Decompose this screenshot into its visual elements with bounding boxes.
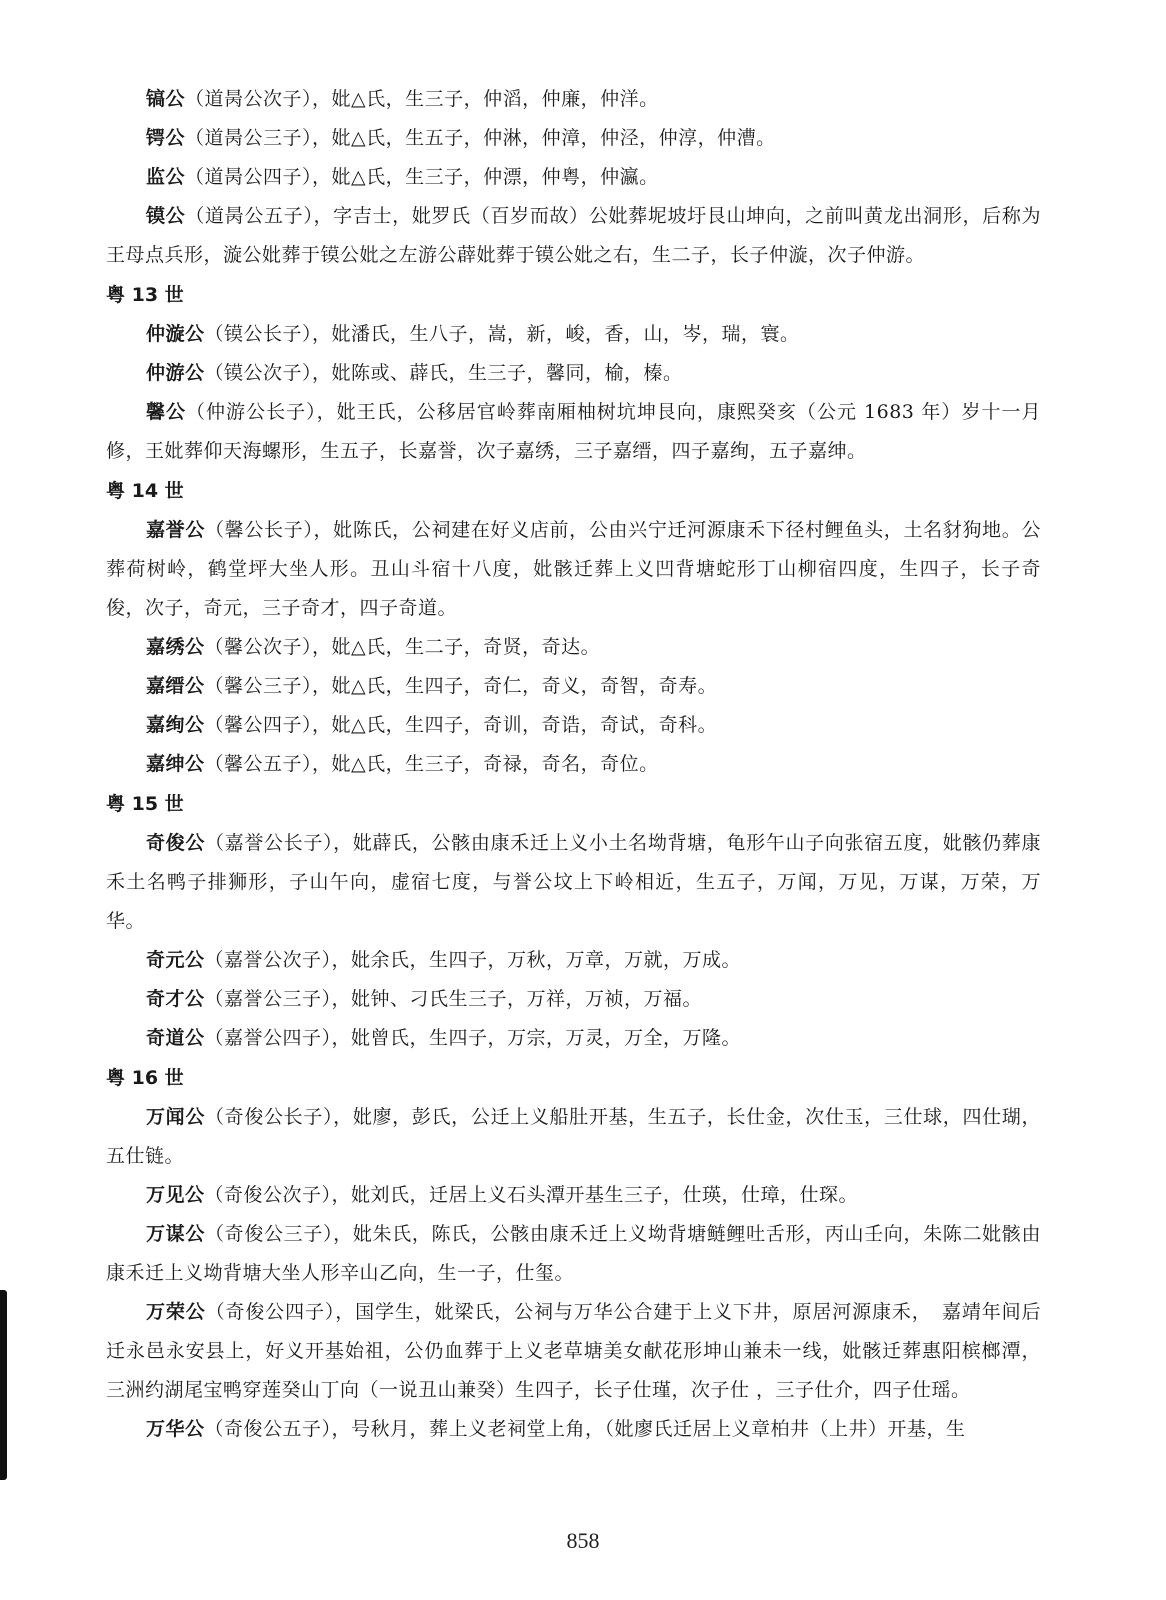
ancestor-name: 镐公 xyxy=(146,88,186,110)
genealogy-entry xyxy=(106,158,1041,197)
ancestor-name: 万荣公 xyxy=(146,1301,206,1323)
entry-text: （镆公长子），妣潘氏，生八子，嵩，新，峻，香，山，岑，瑞，寰。 xyxy=(204,323,800,345)
genealogy-entry xyxy=(106,1098,1041,1176)
genealogy-entry xyxy=(106,980,1041,1019)
ancestor-name: 万华公 xyxy=(146,1418,205,1440)
generation-heading: 粤 15 世 xyxy=(106,793,184,815)
genealogy-entry xyxy=(106,393,1041,471)
entry-text: （奇俊公长子），妣廖，彭氏，公迁上义船肚开基，生五子，长仕金，次仕玉，三仕球，四仕瑚，五仕链。 xyxy=(106,1106,1041,1167)
ancestor-name: 仲漩公 xyxy=(146,323,205,345)
entry-text: （嘉誉公四子），妣曾氏，生四子，万宗，万灵，万全，万隆。 xyxy=(204,1027,742,1049)
genealogy-entry xyxy=(106,706,1041,745)
genealogy-entry xyxy=(106,745,1041,784)
ancestor-name: 仲游公 xyxy=(146,362,205,384)
page-number: 858 xyxy=(566,1528,600,1553)
ancestor-name: 万闻公 xyxy=(146,1106,205,1128)
entry-text: （嘉誉公三子），妣钟、刁氏生三子，万祥，万祯，万福。 xyxy=(204,988,703,1010)
ancestor-name: 嘉绣公 xyxy=(146,636,205,658)
generation-heading: 粤 14 世 xyxy=(106,480,184,502)
ancestor-name: 馨公 xyxy=(146,401,187,423)
entry-text: （道昺公四子），妣△氏，生三子，仲漂，仲粤，仲瀛。 xyxy=(185,166,659,188)
genealogy-entry xyxy=(106,80,1041,119)
scan-edge-mark xyxy=(0,1290,7,1480)
genealogy-entry xyxy=(106,197,1041,275)
entry-text: （奇俊公四子），国学生，妣梁氏，公祠与万华公合建于上义下井，原居河源康禾， 嘉靖年间后迁永邑永安县上，好义开基始祖，公仍血葬于上义老草塘美女献花形坤山兼未一线，妣骸迁葬惠阳槟榔潭，三洲约湖尾宝鸭穿莲癸山丁向（一说丑山兼癸）生四子，长子仕瑾，次子仕 ，三子仕介，四子仕瑶。 xyxy=(106,1301,1041,1401)
ancestor-name: 奇元公 xyxy=(146,949,205,971)
genealogy-entry xyxy=(106,354,1041,393)
genealogy-entry xyxy=(106,824,1041,941)
ancestor-name: 嘉绅公 xyxy=(146,753,205,775)
ancestor-name: 万见公 xyxy=(146,1184,205,1206)
genealogy-entry xyxy=(106,941,1041,980)
ancestor-name: 镆公 xyxy=(146,205,186,227)
entry-text: （馨公三子），妣△氏，生四子，奇仁，奇义，奇智，奇寿。 xyxy=(204,675,718,697)
genealogy-entry xyxy=(106,1019,1041,1058)
entry-text: （奇俊公五子），号秋月，葬上义老祠堂上角，（妣廖氏迁居上义章柏井（上井）开基，生 xyxy=(204,1418,966,1440)
ancestor-name: 奇俊公 xyxy=(146,832,205,854)
genealogy-entry xyxy=(106,511,1041,628)
generation-heading: 粤 16 世 xyxy=(106,1067,184,1089)
entry-text: （奇俊公次子），妣刘氏，迁居上义石头潭开基生三子，仕瑛，仕璋，仕琛。 xyxy=(204,1184,859,1206)
entry-text: （奇俊公三子），妣朱氏，陈氏，公骸由康禾迁上义坳背塘鲢鲤吐舌形，丙山壬向，朱陈二妣骸由康禾迁上义坳背塘大坐人形辛山乙向，生一子，仕玺。 xyxy=(106,1223,1041,1284)
ancestor-name: 奇道公 xyxy=(146,1027,205,1049)
ancestor-name: 锷公 xyxy=(146,127,186,149)
entry-text: （嘉誉公次子），妣余氏，生四子，万秋，万章，万就，万成。 xyxy=(204,949,742,971)
entry-text: （馨公次子），妣△氏，生二子，奇贤，奇达。 xyxy=(204,636,601,658)
entry-text: （馨公五子），妣△氏，生三子，奇禄，奇名，奇位。 xyxy=(204,753,659,775)
genealogy-entry xyxy=(106,315,1041,354)
genealogy-entry xyxy=(106,119,1041,158)
entry-text: （馨公长子），妣陈氏，公祠建在好义店前，公由兴宁迁河源康禾下径村鲤鱼头，土名豺狗地。公葬荷树岭，鹤堂坪大坐人形。丑山斗宿十八度，妣骸迁葬上义凹背塘蛇形丁山柳宿四度，生四子，长子奇俊，次子，奇元，三子奇才，四子奇道。 xyxy=(106,519,1041,619)
entry-text: （嘉誉公长子），妣薜氏，公骸由康禾迁上义小土名坳背塘，龟形午山子向张宿五度，妣骸仍葬康禾土名鸭子排狮形，子山午向，虚宿七度，与誉公坟上下岭相近，生五子，万闻，万见，万谋，万荣，万华。 xyxy=(106,832,1041,932)
genealogy-entry xyxy=(106,628,1041,667)
entry-text: （馨公四子），妣△氏，生四子，奇训，奇诰，奇试，奇科。 xyxy=(204,714,718,736)
ancestor-name: 万谋公 xyxy=(146,1223,205,1245)
genealogy-entry xyxy=(106,1215,1041,1293)
ancestor-name: 监公 xyxy=(146,166,186,188)
genealogy-entry xyxy=(106,1176,1041,1215)
genealogy-entry xyxy=(106,1410,1041,1449)
genealogy-text-body xyxy=(106,80,1041,1449)
entry-text: （道昺公次子），妣△氏，生三子，仲滔，仲廉，仲洋。 xyxy=(185,88,659,110)
entry-text: （道昺公五子），字吉士，妣罗氏（百岁而故）公妣葬坭坡圩艮山坤向，之前叫黄龙出洞形，后称为王母点兵形，漩公妣葬于镆公妣之左游公薜妣葬于镆公妣之右，生二子，长子仲漩，次子仲游。 xyxy=(106,205,1041,266)
entry-text: （镆公次子），妣陈或、薜氏，生三子，馨同，榆，榛。 xyxy=(204,362,683,384)
genealogy-entry xyxy=(106,667,1041,706)
genealogy-entry xyxy=(106,1293,1041,1410)
ancestor-name: 嘉缙公 xyxy=(146,675,205,697)
entry-text: （道昺公三子），妣△氏，生五子，仲淋，仲漳，仲泾，仲淳，仲漕。 xyxy=(185,127,776,149)
entry-text: （仲游公长子），妣王氏，公移居官岭葬南厢柚树坑坤艮向，康熙癸亥（公元 1683 年）岁十一月修，王妣葬仰天海螺形，生五子，长嘉誉，次子嘉绣，三子嘉缙，四子嘉绚，五子嘉绅。 xyxy=(106,401,1041,462)
ancestor-name: 嘉绚公 xyxy=(146,714,205,736)
generation-heading: 粤 13 世 xyxy=(106,284,184,306)
ancestor-name: 奇才公 xyxy=(146,988,205,1010)
ancestor-name: 嘉誉公 xyxy=(146,519,205,541)
